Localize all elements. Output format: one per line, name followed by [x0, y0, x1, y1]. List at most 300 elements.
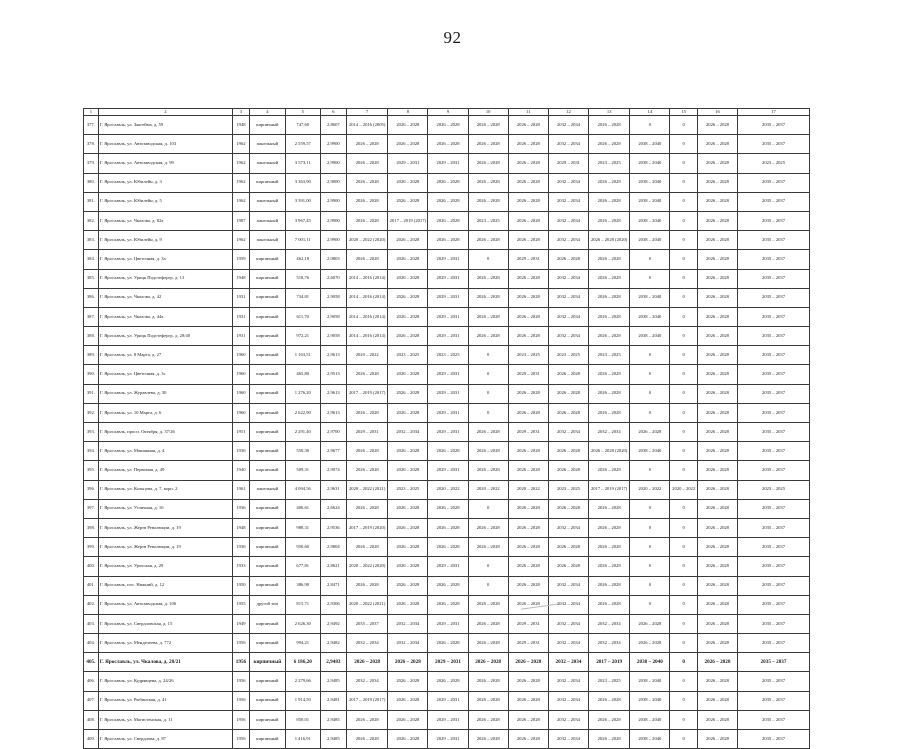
table-cell: 2026 – 2028	[468, 614, 508, 633]
table-cell: 2014 – 2016 (2005)	[347, 116, 388, 135]
table-cell: 2026 – 2028	[697, 557, 737, 576]
table-row	[84, 365, 810, 384]
table-cell: кирпичный	[249, 557, 285, 576]
table-cell: 2029 – 2031	[428, 691, 468, 710]
table-cell: 994,21	[285, 634, 320, 653]
table-cell: 2026 – 2028	[589, 384, 630, 403]
address-cell: Г. Ярославль, ул. Магистенская, д. 11	[98, 710, 232, 729]
table-row	[84, 327, 810, 346]
table-cell: 2038 – 2040	[630, 327, 670, 346]
table-cell: 850,01	[285, 710, 320, 729]
table-cell: кирпичный	[249, 346, 285, 365]
table-cell: 2020 – 2022 (2020)	[347, 557, 388, 576]
table-cell: 1987	[232, 211, 249, 230]
table-cell: 1 416,91	[285, 730, 320, 749]
table-cell: 2026 – 2028	[428, 576, 468, 595]
column-header: 17	[738, 109, 810, 116]
address-cell: Г. Ярославль, ул. Закгейма, д. 59	[98, 116, 232, 135]
table-cell: 2026 – 2028	[508, 499, 548, 518]
address-cell: Г. Ярославль, ул. Урицк Подстефергр, д. 13	[98, 269, 232, 288]
table-cell: 2029 – 2031	[508, 634, 548, 653]
table-cell: 2026 – 2028	[589, 710, 630, 729]
table-cell: 2026 – 2028	[697, 346, 737, 365]
table-cell: 2,9900	[320, 154, 346, 173]
table-row	[84, 672, 810, 691]
table-cell: 0	[670, 653, 697, 672]
table-cell: 2026 – 2028	[468, 269, 508, 288]
table-cell: 2026 – 2028	[697, 173, 737, 192]
table-cell: 2026 – 2028	[697, 691, 737, 710]
table-row	[84, 653, 810, 672]
table-cell: 2,9536	[320, 518, 346, 537]
table-cell: 2026 – 2028	[388, 116, 428, 135]
table-cell: 2029 – 2031	[428, 154, 468, 173]
table-row	[84, 634, 810, 653]
table-cell: 2,9613	[320, 384, 346, 403]
table-cell: 2026 – 2028	[388, 557, 428, 576]
table-cell: 2026 – 2028	[347, 730, 388, 749]
table-cell: 2014 – 2016 (2014)	[347, 327, 388, 346]
column-header: 16	[697, 109, 737, 116]
column-header: 15	[670, 109, 697, 116]
table-cell: 406,61	[285, 499, 320, 518]
table-cell: 2026 – 2028	[589, 691, 630, 710]
table-cell: 2035 – 2037	[738, 135, 810, 154]
table-row	[84, 173, 810, 192]
table-cell: 1 163,51	[285, 346, 320, 365]
table-cell: 0	[670, 672, 697, 691]
table-cell: 2035 – 2037	[738, 730, 810, 749]
table-cell: 2026 – 2028	[388, 135, 428, 154]
table-cell: 2026 – 2028	[347, 403, 388, 422]
table-cell: 2023 – 2025	[589, 154, 630, 173]
table-cell: 2017 – 2019	[589, 653, 630, 672]
table-cell: 1950	[232, 576, 249, 595]
table-cell: 2023 – 2025	[738, 480, 810, 499]
table-cell: 2026 – 2028	[388, 288, 428, 307]
address-cell: Г. Ярославль, ул. Юбилейн, д. 5	[98, 192, 232, 211]
address-cell: Г. Ярославль, ул. Кольцова, д. 7, корп. 2	[98, 480, 232, 499]
column-header: 9	[428, 109, 468, 116]
table-cell: 2026 – 2028	[697, 634, 737, 653]
address-cell: Г. Ярославль, ул. Кудрявцева, д. 24/26	[98, 672, 232, 691]
table-cell: 379.	[84, 154, 99, 173]
table-cell: 465,80	[285, 365, 320, 384]
table-cell: 1955	[232, 595, 249, 614]
table-cell: 2029 – 2031	[428, 557, 468, 576]
table-cell: 988,31	[285, 518, 320, 537]
table-cell: кирпичный	[249, 288, 285, 307]
table-cell: 2029 – 2031	[428, 250, 468, 269]
table-cell: 2026 – 2028	[697, 231, 737, 250]
table-cell: 0	[670, 173, 697, 192]
table-cell: 2023 – 2025	[548, 346, 588, 365]
table-cell: 2026 – 2028	[468, 710, 508, 729]
table-cell: 2020 – 2022 (2021)	[347, 595, 388, 614]
table-cell: 2035 – 2037	[738, 346, 810, 365]
table-cell: 2026 – 2028	[347, 499, 388, 518]
table-cell: 0	[670, 614, 697, 633]
column-header: 6	[320, 109, 346, 116]
table-cell: кирпичный	[249, 423, 285, 442]
table-cell: 7 001,11	[285, 231, 320, 250]
table-cell: 2026 – 2028	[388, 499, 428, 518]
table-cell: 0	[670, 231, 697, 250]
table-cell: 2026 – 2028	[347, 173, 388, 192]
table-cell: 2026 – 2028	[508, 730, 548, 749]
table-cell: 2026 – 2028	[697, 211, 737, 230]
table-cell: 404.	[84, 634, 99, 653]
table-cell: 2026 – 2028	[388, 403, 428, 422]
table-cell: 2026 – 2028	[508, 442, 548, 461]
table-cell: 2026 – 2028	[548, 442, 588, 461]
table-row	[84, 116, 810, 135]
table-cell: 1 914,50	[285, 691, 320, 710]
table-cell: 1936	[232, 499, 249, 518]
table-cell: 2038 – 2040	[630, 192, 670, 211]
table-cell: 0	[468, 403, 508, 422]
table-cell: 2029 – 2031	[347, 423, 388, 442]
table-cell: 381.	[84, 192, 99, 211]
table-row	[84, 346, 810, 365]
table-cell: кирпичный	[249, 327, 285, 346]
table-cell: 396.	[84, 480, 99, 499]
table-cell: 2026 – 2028	[428, 173, 468, 192]
table-cell: 385.	[84, 269, 99, 288]
table-row	[84, 730, 810, 749]
table-cell: 2026 – 2028	[589, 730, 630, 749]
table-cell: 0	[670, 269, 697, 288]
table-cell: 395.	[84, 461, 99, 480]
table-cell: 2026 – 2028	[347, 365, 388, 384]
table-cell: 2035 – 2037	[738, 307, 810, 326]
table-cell: 0	[468, 346, 508, 365]
table-cell: 2032 – 2034	[548, 211, 588, 230]
table-cell: 386,90	[285, 576, 320, 595]
table-cell: 2032 – 2034	[548, 327, 588, 346]
table-cell: 2026 – 2028	[508, 211, 548, 230]
table-cell: 2029 – 2031	[428, 710, 468, 729]
table-cell: 2020 – 2022	[630, 480, 670, 499]
table-cell: 2029 – 2031	[428, 423, 468, 442]
table-cell: 1956	[232, 730, 249, 749]
table-cell: 2026 – 2028	[347, 192, 388, 211]
table-cell: кирпичный	[249, 442, 285, 461]
table-cell: 0	[670, 730, 697, 749]
table-cell: 1956	[232, 691, 249, 710]
table-cell: 2032 – 2034	[548, 576, 588, 595]
table-cell: 1 276,20	[285, 384, 320, 403]
table-cell: 2026 – 2028	[589, 288, 630, 307]
table-cell: 2026 – 2028	[630, 634, 670, 653]
table-cell: 2032 – 2034	[548, 614, 588, 633]
column-header: 14	[630, 109, 670, 116]
column-header: 8	[388, 109, 428, 116]
table-cell: 2026 – 2028	[468, 653, 508, 672]
table-cell: 2026 – 2028	[388, 595, 428, 614]
table-cell: кирпичный	[249, 307, 285, 326]
table-cell: 518,76	[285, 269, 320, 288]
table-cell: 2 559,57	[285, 135, 320, 154]
table-cell: 0	[468, 557, 508, 576]
table-cell: кирпичный	[249, 365, 285, 384]
table-cell: 0	[630, 116, 670, 135]
table-cell: 1948	[232, 518, 249, 537]
table-cell: 2026 – 2028	[508, 403, 548, 422]
table-cell: 407.	[84, 691, 99, 710]
table-cell: 2038 – 2040	[630, 691, 670, 710]
table-cell: 2035 – 2037	[738, 327, 810, 346]
table-cell: 3 391,00	[285, 192, 320, 211]
table-cell: 2035 – 2037	[738, 691, 810, 710]
table-cell: 2026 – 2028	[388, 730, 428, 749]
table-cell: панельный	[249, 154, 285, 173]
table-cell: 2026 – 2028	[508, 557, 548, 576]
table-cell: 2026 – 2028	[428, 595, 468, 614]
table-cell: панельный	[249, 135, 285, 154]
table-cell: 409.	[84, 730, 99, 749]
table-cell: 2,8471	[320, 576, 346, 595]
table-cell: 2032 – 2034	[548, 730, 588, 749]
table-cell: 2026 – 2028	[347, 135, 388, 154]
table-cell: 2026 – 2028	[347, 250, 388, 269]
address-cell: Г. Ярославль, ул. Менделеева, д. 772	[98, 634, 232, 653]
table-cell: 0	[630, 595, 670, 614]
table-cell: 2026 – 2028	[388, 691, 428, 710]
table-cell: 2026 – 2028	[697, 423, 737, 442]
table-cell: 4 094,56	[285, 480, 320, 499]
table-cell: 2026 – 2028	[589, 403, 630, 422]
table-cell: кирпичный	[249, 384, 285, 403]
table-cell: 386.	[84, 288, 99, 307]
table-cell: 0	[670, 307, 697, 326]
table-cell: 2032 – 2034	[548, 116, 588, 135]
table-cell: 1962	[232, 231, 249, 250]
table-cell: 0	[670, 192, 697, 211]
table-cell: 380.	[84, 173, 99, 192]
table-cell: 393.	[84, 423, 99, 442]
column-header: 13	[589, 109, 630, 116]
table-cell: 384.	[84, 250, 99, 269]
column-header: 1	[84, 109, 99, 116]
table-cell: 2029 – 2031	[428, 614, 468, 633]
table-cell: 2,9900	[320, 231, 346, 250]
table-cell: 2032 – 2034	[589, 634, 630, 653]
table-cell: 2,9700	[320, 423, 346, 442]
table-cell: 2026 – 2028	[508, 691, 548, 710]
table-cell: 2,9900	[320, 135, 346, 154]
table-cell: кирпичный	[249, 269, 285, 288]
table-cell: 2026 – 2028	[428, 634, 468, 653]
table-cell: 2026 – 2028	[388, 710, 428, 729]
table-cell: 2026 – 2028	[589, 173, 630, 192]
table-cell: 2026 – 2028	[468, 672, 508, 691]
table-cell: 950,60	[285, 538, 320, 557]
table-cell: 2026 – 2028	[548, 384, 588, 403]
table-cell: 2026 – 2028	[589, 461, 630, 480]
address-cell: Г. Ярославль, просп. Октября, д. 37/26	[98, 423, 232, 442]
address-cell: Г. Ярославль, пос. Нижний, д. 12	[98, 576, 232, 595]
table-cell: 2026 – 2028	[697, 154, 737, 173]
table-cell: 2026 – 2028	[697, 192, 737, 211]
table-cell: 2026 – 2028	[508, 288, 548, 307]
address-cell: Г. Ярославль, ул. Первомая, д. 49	[98, 461, 232, 480]
table-cell: 2020 – 2022	[468, 480, 508, 499]
table-cell: 2029 – 2031	[428, 269, 468, 288]
table-row	[84, 384, 810, 403]
table-cell: 0	[670, 135, 697, 154]
table-cell: 0	[630, 269, 670, 288]
table-cell: 2026 – 2028	[589, 595, 630, 614]
table-cell: кирпичный	[249, 538, 285, 557]
table-cell: 2035 – 2037	[738, 634, 810, 653]
table-cell: 2032 – 2034	[548, 691, 588, 710]
table-cell: 1948	[232, 116, 249, 135]
table-cell: 2026 – 2028	[630, 614, 670, 633]
table-cell: 2038 – 2040	[630, 288, 670, 307]
address-cell: Г. Ярославль, ул. Угличная, д. 16	[98, 499, 232, 518]
table-cell: 2029 – 2031	[508, 423, 548, 442]
table-cell: 2026 – 2028	[508, 538, 548, 557]
table-cell: 2026 – 2028	[697, 442, 737, 461]
table-cell: 734,81	[285, 288, 320, 307]
table-cell: 2026 – 2028	[347, 461, 388, 480]
table-cell: 2 626,30	[285, 614, 320, 633]
table-cell: 2026 – 2028	[388, 192, 428, 211]
table-cell: 2035 – 2037	[738, 518, 810, 537]
table-cell: 2020 – 2022 (2021)	[347, 480, 388, 499]
table-cell: 2038 – 2040	[630, 154, 670, 173]
table-row	[84, 192, 810, 211]
table-cell: 2026 – 2028	[468, 730, 508, 749]
table-cell: 972,21	[285, 327, 320, 346]
table-cell: 1931	[232, 307, 249, 326]
table-cell: 2,9900	[320, 211, 346, 230]
table-cell: 2026 – 2028	[697, 538, 737, 557]
table-cell: 2026 – 2028	[697, 576, 737, 595]
table-row	[84, 595, 810, 614]
table-cell: 0	[670, 116, 697, 135]
table-cell: 406.	[84, 672, 99, 691]
table-cell: 2,9804	[320, 538, 346, 557]
table-cell: 2032 – 2034	[548, 653, 588, 672]
table-cell: 2026 – 2028	[388, 307, 428, 326]
table-cell: 2038 – 2040	[630, 135, 670, 154]
table-cell: 2026 – 2028	[697, 269, 737, 288]
table-cell: 2026 – 2028	[428, 116, 468, 135]
address-cell: Г. Ярославль, ул. Чкалова, д. 28/21	[98, 653, 232, 672]
table-cell: кирпичный	[249, 653, 285, 672]
table-cell: 2038 – 2040	[630, 307, 670, 326]
table-cell: 2026 – 2028	[508, 653, 548, 672]
table-cell: 3 967,45	[285, 211, 320, 230]
table-cell: 1962	[232, 135, 249, 154]
table-cell: 2035 – 2037	[738, 557, 810, 576]
table-cell: 1960	[232, 384, 249, 403]
table-cell: 2023 – 2025	[428, 346, 468, 365]
table-cell: 2026 – 2028	[697, 384, 737, 403]
table-cell: 611,70	[285, 307, 320, 326]
table-cell: 2026 – 2028	[697, 327, 737, 346]
table-cell: панельный	[249, 192, 285, 211]
table-cell: 2026 – 2028	[428, 538, 468, 557]
column-header: 12	[548, 109, 588, 116]
table-row	[84, 614, 810, 633]
table-cell: 2026 – 2028	[347, 653, 388, 672]
table-cell: 2032 – 2034	[548, 192, 588, 211]
column-header: 4	[249, 109, 285, 116]
table-row	[84, 691, 810, 710]
table-cell: 2026 – 2028	[697, 730, 737, 749]
table-cell: кирпичный	[249, 710, 285, 729]
address-cell: Г. Ярославль, ул. Жертв Революции, д. 19	[98, 538, 232, 557]
table-cell: кирпичный	[249, 672, 285, 691]
table-cell: 2017 – 2019 (2017)	[388, 211, 428, 230]
table-cell: 2032 – 2034	[589, 423, 630, 442]
table-cell: 0	[468, 499, 508, 518]
table-cell: 3 573,11	[285, 154, 320, 173]
table-cell: 2026 – 2028	[508, 135, 548, 154]
table-cell: 2035 – 2037	[738, 499, 810, 518]
address-cell: Г. Ярославль, ул. Свердловская, д. 15	[98, 614, 232, 633]
table-cell: 2026 – 2028	[589, 211, 630, 230]
table-cell: 2038 – 2040	[630, 442, 670, 461]
table-cell: 2023 – 2025	[738, 154, 810, 173]
table-row	[84, 154, 810, 173]
table-cell: 2026 – 2028	[468, 538, 508, 557]
table-cell: 1936	[232, 442, 249, 461]
table-row	[84, 211, 810, 230]
table-cell: 3 363,90	[285, 173, 320, 192]
table-cell: 1959	[232, 250, 249, 269]
address-cell: Г. Ярославль, ул. Урочская, д. 29	[98, 557, 232, 576]
table-cell: 0	[670, 518, 697, 537]
table-cell: 2032 – 2034	[388, 634, 428, 653]
table-cell: 2026 – 2028	[388, 442, 428, 461]
table-cell: 2026 – 2028	[508, 307, 548, 326]
table-cell: 2,9058	[320, 327, 346, 346]
table-cell: 2026 – 2028	[697, 518, 737, 537]
table-cell: 377.	[84, 116, 99, 135]
table-cell: 677,81	[285, 557, 320, 576]
table-cell: 0	[670, 442, 697, 461]
address-cell: Г. Ярославль, ул. Автозаводская, д. 99	[98, 154, 232, 173]
table-cell: 1960	[232, 403, 249, 422]
table-cell: кирпичный	[249, 634, 285, 653]
table-cell: 2029 – 2031	[428, 365, 468, 384]
table-cell: 2,6624	[320, 499, 346, 518]
table-cell: 2026 – 2028	[697, 653, 737, 672]
table-cell: 2026 – 2028	[508, 595, 548, 614]
table-cell: 0	[630, 576, 670, 595]
table-cell: 2026 – 2028	[468, 154, 508, 173]
table-cell: 0	[630, 538, 670, 557]
table-cell: 2032 – 2034	[548, 518, 588, 537]
column-header: 11	[508, 109, 548, 116]
table-cell: 2032 – 2034	[548, 288, 588, 307]
table-cell: 2 622,90	[285, 403, 320, 422]
table-cell: 2032 – 2034	[548, 231, 588, 250]
address-cell: Г. Ярославль, ул. Чкалова, д. 82а	[98, 211, 232, 230]
table-cell: 2026 – 2028	[508, 710, 548, 729]
table-cell: 2026 – 2028	[468, 288, 508, 307]
table-cell: 2020 – 2022	[508, 480, 548, 499]
table-cell: 2,9482	[320, 634, 346, 653]
table-cell: 2026 – 2028	[468, 461, 508, 480]
table-cell: 1956	[232, 672, 249, 691]
table-cell: 0	[670, 595, 697, 614]
table-cell: 2035 – 2037	[738, 442, 810, 461]
